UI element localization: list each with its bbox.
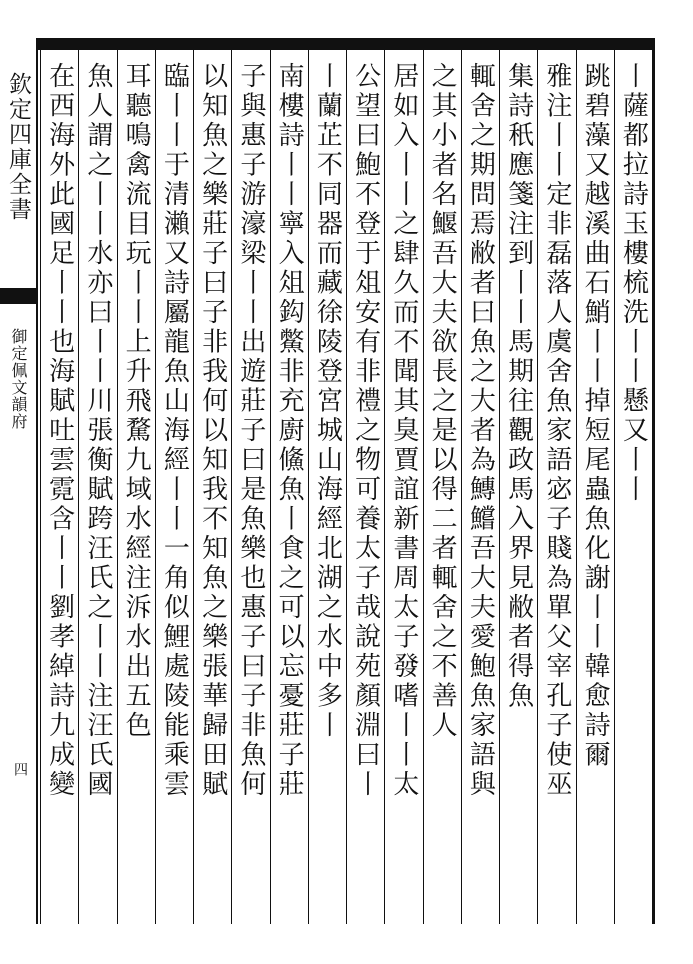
text-column (308, 50, 346, 924)
column-text: 南樓詩丨丨寧入俎鈎鱉非充廚鯈魚丨食之可以忘憂莊子莊 (274, 62, 305, 800)
page-margin (0, 50, 36, 910)
text-column (537, 50, 575, 924)
column-text: 子與惠子游濠梁丨丨出遊莊子曰是魚樂也惠子曰子非魚何 (235, 62, 266, 800)
text-column (270, 50, 308, 924)
text-body (41, 50, 652, 924)
column-text: 公望曰鮑不登于俎安有非禮之物可養太子哉說苑顏淵曰丨 (350, 62, 381, 800)
text-column (614, 50, 652, 924)
column-text: 臨丨丨于清瀨又詩屬龍魚山海經丨丨一角似鯉處陵能乘雲 (159, 62, 190, 800)
text-column (384, 50, 422, 924)
chapter-title: 御定佩文韻府 (9, 328, 28, 430)
column-text: 耳聽鳴禽流目玩丨丨上升飛騖九域水經注泝水出五色 (121, 62, 152, 741)
column-text: 雅注丨丨定非磊落人虞舍魚家語宓子賤為單父宰孔子使巫 (541, 62, 572, 800)
column-text: 集詩秖應箋注到丨丨馬期往觀政馬入界見敝者得魚 (503, 62, 534, 711)
column-text: 之其小者名鰋吾大夫欲長之是以得二者輒舍之不善人 (427, 62, 458, 741)
book-title: 欽定四庫全書 (5, 72, 31, 222)
text-column (78, 50, 116, 924)
text-column (117, 50, 155, 924)
text-column (155, 50, 193, 924)
folio-number: 四 (12, 762, 28, 776)
text-column (576, 50, 614, 924)
text-column (41, 50, 78, 924)
column-text: 丨薩都拉詩玉樓梳洗丨丨懸又丨丨 (618, 62, 649, 505)
text-column (461, 50, 499, 924)
column-text: 以知魚之樂莊子曰子非我何以知我不知魚之樂張華歸田賦 (197, 62, 228, 800)
left-frame-rule (36, 38, 38, 924)
text-column (231, 50, 269, 924)
column-text: 跳碧藻又越溪曲石鮹丨丨掉短尾蟲魚化謝丨丨韓愈詩爾 (580, 62, 611, 770)
fish-tail-mark (0, 288, 36, 304)
right-frame-rule (652, 38, 655, 924)
column-text: 在西海外此國足丨丨也海賦吐雲霓含丨丨劉孝綽詩九成變 (44, 62, 75, 800)
text-column (499, 50, 537, 924)
top-frame-rule (36, 38, 655, 50)
text-column (346, 50, 384, 924)
text-column (423, 50, 461, 924)
column-text: 居如入丨丨之肆久而不聞其臭賈誼新書周太子發嗜丨丨太 (388, 62, 419, 800)
text-column (193, 50, 231, 924)
column-text: 輒舍之期問焉敝者曰魚之大者為鱄鱨吾大夫愛鮑魚家語與 (465, 62, 496, 800)
column-text: 魚人謂之丨丨水亦曰丨丨川張衡賦跨汪氏之丨丨注汪氏國 (82, 62, 113, 800)
column-text: 丨蘭芷不同器而藏徐陵登宮城山海經北湖之水中多丨 (312, 62, 343, 741)
